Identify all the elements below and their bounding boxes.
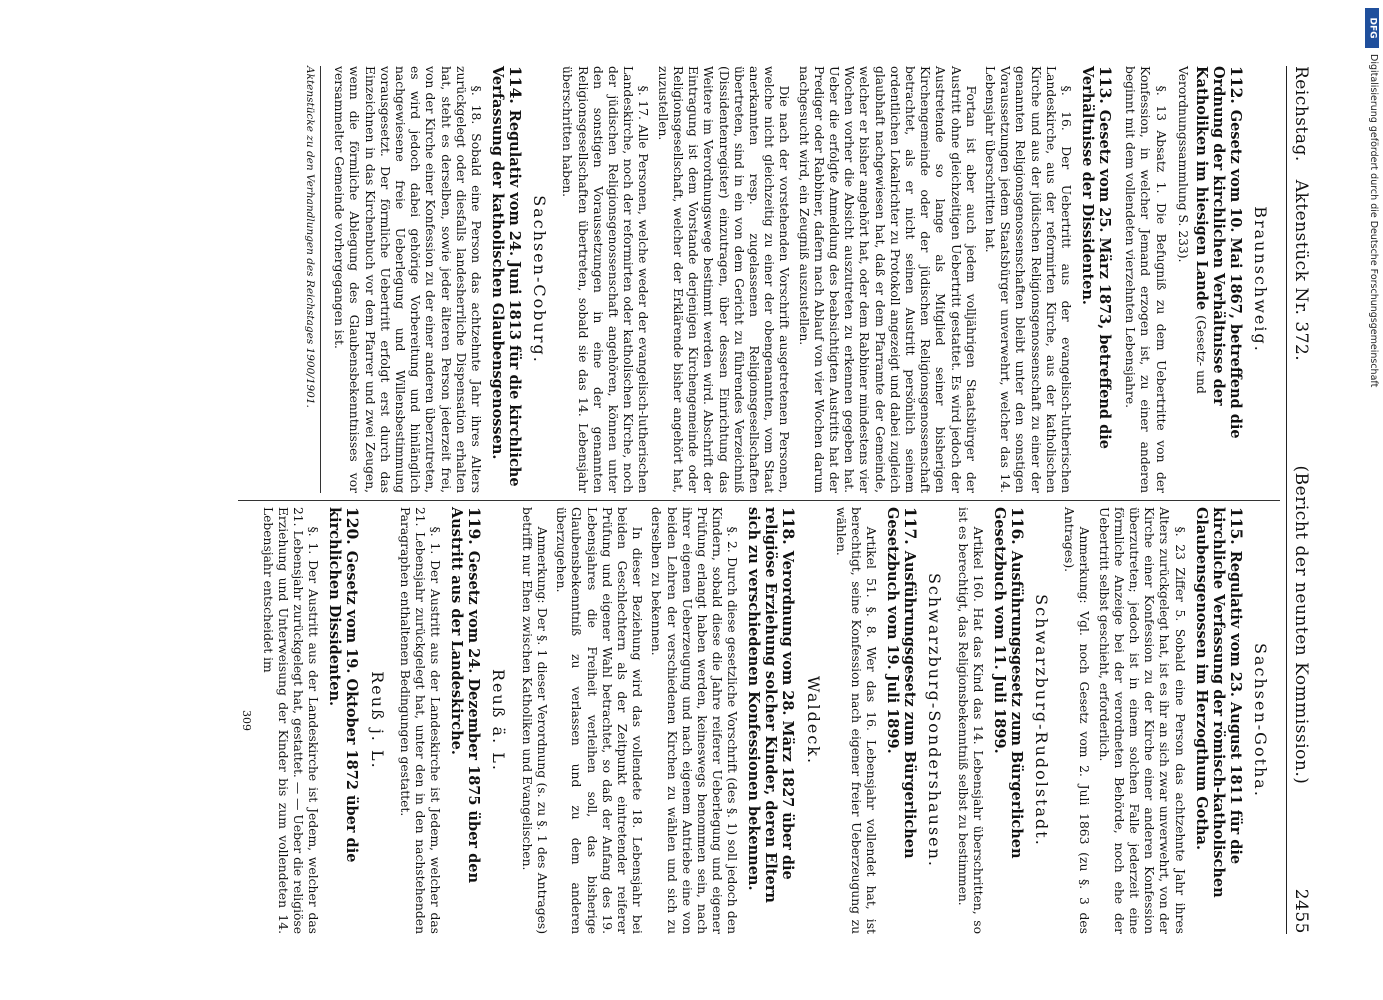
paragraph: §. 1. Der Austritt aus der Landeskirche ist Jedem, welcher das 21. Lebensjahr zurückgelegt hat, gestattet. — — Ueber die religiöse Erziehung und Unterweisung der Kinder bis zum vollendeten 14. Lebensjahr entscheidet im (260, 506, 320, 934)
entry-title: Regulativ vom 23. August 1811 für die kirchliche Verfassung der römisch-katholischen Glaubensgenossen im Herzogthum Gotha. (1192, 506, 1244, 898)
column-divider (238, 500, 1279, 501)
entry-title: Ausführungsgesetz zum Bürgerlichen Gesetzbuch vom 19. Juli 1899. (883, 506, 918, 859)
entry-title: Gesetz vom 19. Oktober 1872 über die kirchlichen Dissidenten. (325, 506, 360, 863)
paragraph: §. 17. Alle Personen, welche weder der evangelisch-lutherischen Landeskirche, noch der reformirten oder katholischen Kirche, noch der jüdischen Religionsgenossenschaft angehören, können unter den sonstigen Voraussetzungen in eine der genannten Religionsgesellschaften übertreten, sobald sie das 14. Lebensjahr überschritten haben. (559, 66, 650, 494)
paragraph: Artikel 160. Hat das Kind das 14. Lebensjahr überschritten, so ist es berechtigt, das Religionsbekenntniß selbst zu bestimmen. (955, 506, 985, 934)
paragraph: Fortan ist aber auch jedem volljährigen Staatsbürger der Austritt ohne gleichzeitigen Uebertritt gestattet. Es wird jedoch der Austretende so lange als Mitglied seiner bisherigen Kirchengemeinde oder der jüdischen Religionsgenossenschaft betrachtet, als er nicht seinen Austritt persönlich seinem ordentlichen Lokalrichter zu Protokoll angezeigt und dabei zugleich glaubhaft nachgewiesen hat, daß er dem Pfarramte der Gemeinde, welcher er bisher angehört hat, oder dem Rabbiner mindestens vier Wochen vorher die Absicht auszutreten zu erkennen gegeben hat. Ueber die erfolgte Anmeldung des beabsichtigten Austritts hat der Prediger oder Rabbiner, dafern nach Ablauf von vier Wochen darum nachgesucht wird, ein Zeugniß auszustellen. (796, 66, 978, 494)
entry-120-heading (326, 507, 361, 934)
entry-117-heading (884, 507, 919, 934)
entry-title: Gesetz vom 10. Mai 1867, betreffend die Ordnung der kirchlichen Verhältnisse der Katholiken im hiesigen Lande (1192, 66, 1244, 439)
section-title-reuss-al: Reuß ä. L. (489, 668, 508, 772)
section-title-waldeck: Waldeck. (803, 675, 823, 766)
section-title-rudolstadt: Schwarzburg-Rudolstadt. (1031, 594, 1051, 847)
entry-title: Gesetz vom 24. Dezember 1875 über den Austritt aus der Landeskirche. (447, 506, 482, 884)
paragraph: Die nach der vorstehenden Vorschrift ausgetretenen Personen, welche nicht gleichzeitig zu einer der obengenannten, vom Staat anerkannten resp. zugelassenen Religionsgesellschaften übertreten, sind in ein von dem Gericht zu führendes Verzeichniß (Dissidentenregister) einzutragen, über dessen Einrichtung das Weitere im Verordnungswege bestimmt werden wird. Abschrift der Eintragung ist dem Vorstande derjenigen Kirchengemeinde oder Religionsgesellschaft, welcher der Erklärende bisher angehört hat, zuzustellen. (655, 66, 791, 494)
header-reichstag: Reichstag. (1290, 66, 1311, 162)
entry-number: 119. (464, 506, 484, 545)
entry-115-heading (1192, 507, 1244, 934)
entry-title: Gesetz vom 25. März 1873, betreffend die Verhältnisse der Dissidenten. (1078, 66, 1113, 449)
paragraph: §. 16. Der Uebertritt aus der evangelisch-lutherischen Landeskirche, aus der reformirten Kirche, aus der katholischen Kirche und aus der jüdischen Religionsgenossenschaft zu einer der genannten Religionsgenossenschaften bleibt unter den sonstigen Voraussetzungen jedem Staatsbürger unverwehrt, welcher das 14. Lebensjahr überschritten hat. (982, 66, 1073, 494)
paragraph: §. 1. Der Austritt aus der Landeskirche ist Jedem, welcher das 21. Lebensjahr zurückgelegt hat, unter den in den nachstehenden Paragraphen enthaltenen Bedingungen gestattet. (397, 506, 442, 934)
document-page (62, 40, 1322, 960)
digitization-notice (1365, 8, 1379, 988)
entry-number: 115. (1226, 506, 1246, 545)
entry-number: 117. (900, 506, 920, 545)
entry-number: 113. (1095, 66, 1115, 104)
entry-title: Ausführungsgesetz zum Bürgerlichen Gesetzbuch vom 11. Juli 1899. (990, 506, 1025, 859)
entry-number: 112. (1226, 66, 1246, 104)
paragraph: §. 13 Absatz 1. Die Befugniß zu dem Uebertritte von der Konfession, in welcher Jemand erzogen ist, zu einer anderen beginnt mit dem vollendeten vierzehnten Lebensjahre. (1122, 66, 1168, 494)
right-column (238, 507, 1279, 934)
entry-title: Regulativ vom 24. Juni 1813 für die kirchliche Verfassung der katholischen Glaubensgenossen. (488, 66, 523, 487)
entry-112-heading (1173, 66, 1244, 493)
entry-number: 114. (505, 66, 525, 104)
paragraph: §. 2. Durch diese gesetzliche Vorschrift (des §. 1) soll jedoch den Kindern, sobald diese die Jahre reiferer Ueberlegung und eigener Prüfung erlangt haben werden, keineswegs benommen sein, nach ihrer eigenen Ueberzeugung und nach eigenem Antriebe eine von beiden Lehren der verschiedenen Kirchen zu wählen und sich zu derselben zu bekennen. (648, 506, 739, 934)
footnote: Aktenstücke zu den Verhandlungen des Reichstages 1900/1901. (301, 66, 320, 493)
paragraph: In dieser Beziehung wird das vollendete 18. Lebensjahr bei beiden Geschlechtern als der Zeitpunkt eintretender reiferer Prüfung und eigener Wahl betrachtet, so daß der Anfang des 19. Lebensjahres die Freiheit verleihen soll, das bisherige Glaubensbekenntniß zu verlassen und zu dem anderen überzugehen. (553, 506, 644, 934)
header-commission: (Bericht der neunten Kommission.) (1290, 465, 1311, 785)
section-title-reuss-jl: Reuß j. L. (367, 671, 387, 770)
entry-118-heading (745, 507, 797, 934)
entry-116-heading (990, 507, 1025, 934)
section-title-braunschweig: Braunschweig. (1250, 206, 1270, 353)
entry-title: Verordnung vom 28. März 1827 über die religiöse Erziehung solcher Kinder, deren Eltern sich zu verschiedenen Konfessionen bekennen. (744, 506, 796, 903)
entry-number: 120. (342, 506, 362, 545)
header-aktenstueck: Aktenstück Nr. 372. (1290, 179, 1311, 362)
dfg-logo-text: DFG (1367, 17, 1378, 39)
paragraph: §. 18. Sobald eine Person das achtzehnte Jahr ihres Alters zurückgelegt oder diesfalls landesherrliche Dispensation erhalten hat, steht es derselben, sowie jeder älteren Person jederzeit frei, von der Kirche einer Konfession zu der einer anderen überzutreten, es wird jedoch dabei gehörige Vorbereitung und hinlänglich nachgewiesene freie Ueberlegung und Willensbestimmung vorausgesetzt. Der förmliche Uebertritt erfolgt erst durch das Einzeichnen in das Kirchenbuch vor dem Pfarrer und zwei Zeugen, wenn die förmliche Ablegung des Glaubensbekenntnisses vor versammelter Gemeinde vorhergegangen ist. (331, 66, 483, 494)
section-title-gotha: Sachsen-Gotha. (1250, 643, 1270, 798)
page-signature: 309 (239, 709, 253, 731)
entry-114-heading (489, 66, 524, 493)
paragraph: Artikel 51. §. 8. Wer das 16. Lebensjahr vollendet hat, ist berechtigt, seine Konfession nach eigener freier Ueberzeugung zu wählen. (833, 506, 878, 934)
page-number: 2455 (1290, 888, 1311, 934)
left-column (238, 66, 1279, 493)
paragraph: Anmerkung: Vgl. noch Gesetz vom 2. Juli 1863 (zu §. 3 des Antrages). (1061, 506, 1091, 934)
entry-119-heading (448, 507, 483, 934)
dfg-logo-badge (1365, 8, 1379, 48)
paragraph: §. 23 Ziffer 5. Sobald eine Person das achtzehnte Jahr ihres Alters zurückgelegt hat, ist es ihr an sich zwar unverwehrt, von der Kirche einer Konfession zu der Kirche einer anderen Konfession überzutreten; jedoch ist in einem solchen Falle jederzeit eine förmliche Anzeige bei der verordneten Behörde, noch ehe der Uebertritt selbst geschieht, erforderlich. (1096, 506, 1187, 934)
page-header (1285, 66, 1311, 934)
entry-113-heading (1078, 66, 1113, 493)
entry-number: 116. (1007, 506, 1027, 545)
digitization-text: Digitalisierung gefördert durch die Deutsche Forschungsgemeinschaft (1368, 54, 1379, 388)
entry-note: (Gesetz- und Verordnungssammlung S. 233). (1175, 66, 1208, 394)
section-title-coburg: Sachsen-Coburg. (529, 195, 549, 364)
section-title-sondershausen: Schwarzburg-Sondershausen. (924, 572, 944, 869)
paragraph: Anmerkung: Der §. 1 dieser Verordnung (s. zu §. 1 des Antrages) betrifft nur Ehen zwischen Katholiken und Evangelischen. (519, 506, 549, 934)
entry-number: 118. (778, 506, 798, 545)
